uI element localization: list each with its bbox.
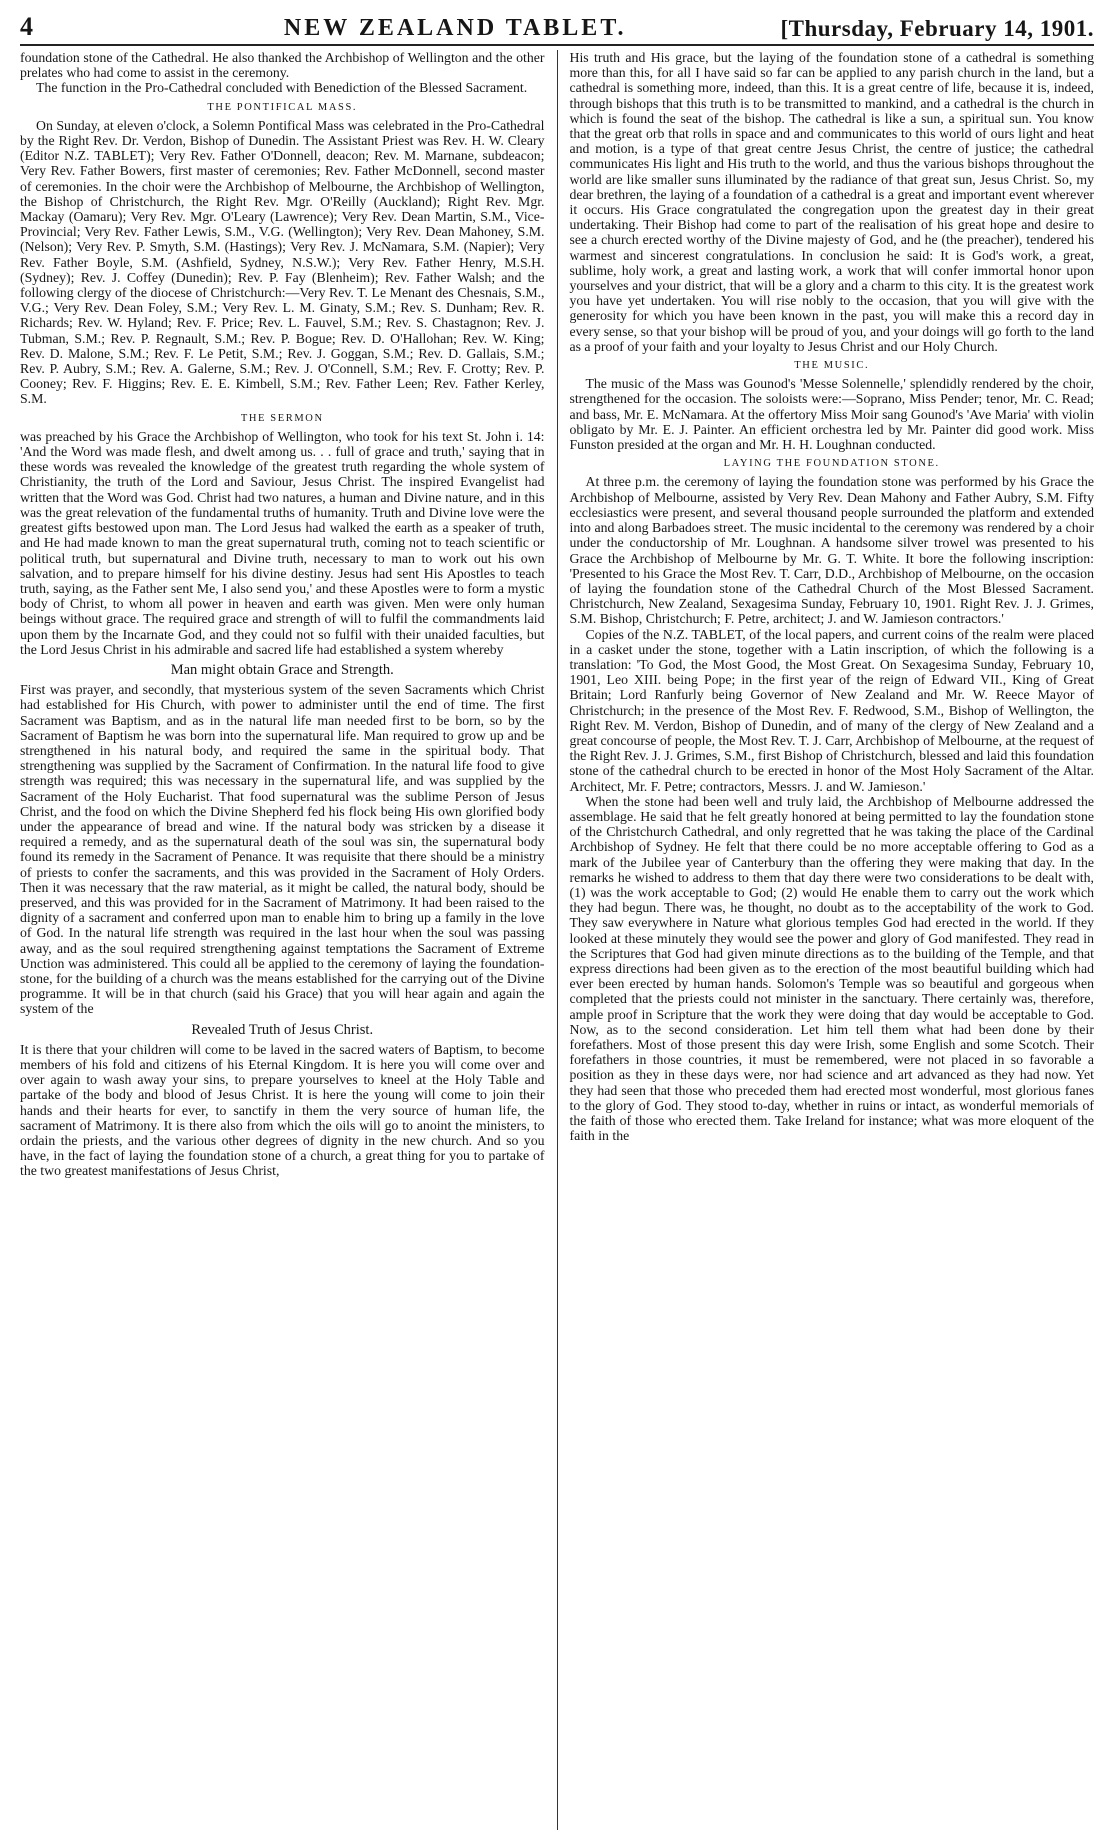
newspaper-title: NEW ZEALAND TABLET. [283, 15, 627, 41]
subheading-revealed-truth: Revealed Truth of Jesus Christ. [191, 1021, 374, 1038]
paragraph: On Sunday, at eleven o'clock, a Solemn Pontifical Mass was celebrated in the Pro-Cathedral by the Right Rev. Dr. Verdon, Bishop of Dunedin. The Assistant Priest was Rev. H. W. Cleary (Editor N.Z. TABLET); Very Rev. Father O'Donnell, deacon; Rev. M. Marnane, subdeacon; Very Rev. Father Bowers, first master of ceremonies; Rev. Father McDonnell, second master of ceremonies. In the choir were the Archbishop of Melbourne, the Archbishop of Wellington, the Bishop of Christchurch, the Right Rev. Mgr. O'Reilly (Auckland); Right Rev. Mgr. Mackay (Oamaru); Very Rev. Mgr. O'Leary (Lawrence); Very Rev. Dean Martin, S.M., Vice-Provincial; Very Rev. Father Lewis, S.M., V.G. (Wellington); Very Rev. Dean Mahoney, S.M. (Nelson); Very Rev. P. Smyth, S.M. (Hastings); Very Rev. J. McNamara, S.M. (Napier); Very Rev. Father Boyle, S.M. (Ashfield, Sydney, N.S.W.); Very Rev. Father Henry, M.S.H. (Sydney); Rev. J. Coffey (Dunedin); Rev. P. Fay (Blenheim); Rev. Father Walsh; and the following clergy of the diocese of Christchurch:—Very Rev. T. Le Menant des Chesnais, S.M., V.G.; Very Rev. Dean Foley, S.M.; Very Rev. L. M. Ginaty, S.M.; Rev. S. Dunham; Rev. R. Richards; Rev. W. Hyland; Rev. F. Price; Rev. L. Fauvel, S.M.; Rev. S. Chastagnon; Rev. J. Tubman, S.M.; Rev. P. Regnault, S.M.; Rev. P. Bogue; Rev. D. O'Hallohan; Rev. W. King; Rev. D. Malone, S.M.; Rev. F. Le Petit, S.M.; Rev. J. Goggan, S.M.; Rev. D. Gallais, S.M.; Rev. P. Aubry, S.M.; Rev. A. Galerne, S.M.; Rev. J. O'Connell, S.M.; Rev. F. Crotty; Rev. P. Cooney; Rev. F. Higgins; Rev. E. E. Kimbell, S.M.; Rev. Father Leen; Rev. Father Kerley, S.M. [20, 117, 545, 407]
subheading-grace-strength: Man might obtain Grace and Strength. [170, 661, 394, 678]
paragraph: His truth and His grace, but the laying of the foundation stone of a cathedral is something more than this, for all I have said so far can be applied to any parish church in the land, but a cathedral is something more, indeed, than this. It is a great centre of life, because it is, indeed, through bishops that this truth is to be transmitted to mankind, and a cathedral is the church in which is found the seat of the bishop. The cathedral is like a sun, a spiritual sun. You know that the great orb that rolls in space and and communicates to this world of ours light and heat and motion, is a type of that great centre Jesus Christ, the centre of justice; the cathedral communicates His light and His truth to the world, and thus the various bishops throughout the world are like smaller suns illuminated by the radiance of that great sun, Jesus Christ. So, my dear brethren, the laying of a foundation of a cathedral is a great and important event wherever it occurs. His Grace congratulated the congregation upon the greatest day in their great undertaking. Their Bishop had come to part of the realisation of his great hope and desire to see a church erected worthy of the Divine majesty of God, and he (the preacher), tendered his warmest and sincerest congratulations. In conclusion he said: It is God's work, a great, sublime, holy work, a great and lasting work, a work that will confer immortal honor upon yourselves and your district, that will be a glory and a charm to this city. It is the greatest work you have yet undertaken. You will rise nobly to the occasion, that you will give with the generosity for which you have been known in the past, you will make this a record day in every sense, so that your bishop will be proud of you, and your doings will go forth to the land as a proof of your faith and your loyalty to Jesus Christ and our Holy Church. [569, 50, 1094, 354]
section-heading-laying-stone: LAYING THE FOUNDATION STONE. [723, 458, 940, 470]
right-column [557, 50, 1094, 1830]
page-number: 4 [20, 12, 33, 41]
paragraph: The music of the Mass was Gounod's 'Messe Solennelle,' splendidly rendered by the choir, strengthened for the occasion. The soloists were:—Soprano, Miss Pender; tenor, Mr. C. Read; and bass, Mr. E. McNamara. At the offertory Miss Moir sang Gounod's 'Ave Maria' with violin obligato by Mr. E. J. Painter. An efficient orchestra led by Mr. Painter did good work. Miss Funston presided at the organ and Mr. H. H. Loughnan conducted. [569, 376, 1094, 453]
article-columns [20, 50, 1094, 1830]
paragraph: Copies of the N.Z. TABLET, of the local papers, and current coins of the realm were placed in a casket under the stone, together with a Latin inscription, of which the following is a translation: 'To God, the Most Good, the Most Great. On Sexagesima Sunday, February 10, 1901, Leo XIII. being Pope; in the first year of the reign of Edward VII., King of Great Britain; Lord Ranfurly being Governor of New Zealand and Mr. W. Reece Mayor of Christchurch; in the presence of the Most Rev. F. Redwood, S.M., Bishop of Wellington, the Right Rev. M. Verdon, Bishop of Dunedin, and of many of the clergy of New Zealand and a great concourse of people, the Most Rev. T. J. Carr, Archbishop of Melbourne, at the request of the Right Rev. J. J. Grimes, S.M., first Bishop of Christchurch, blessed and laid this foundation stone of the cathedral church to be erected in honor of the Most Holy Sacrament of the Altar. Architect, Mr. F. Petre; contractors, Messrs. J. and W. Jamieson.' [569, 626, 1094, 794]
paragraph: At three p.m. the ceremony of laying the foundation stone was performed by his Grace the Archbishop of Melbourne, assisted by Very Rev. Dean Mahony and Father Aubry, S.M. Fifty ecclesiastics were present, and several thousand people surrounded the platform and extended into and along Barbadoes street. The music incidental to the ceremony was rendered by a choir under the conductorship of Mr. Loughnan. A handsome silver trowel was presented to his Grace the Archbishop of Melbourne by Mr. G. T. White. It bore the following inscription: 'Presented to his Grace the Most Rev. T. Carr, D.D., Archbishop of Melbourne, on the occasion of laying the foundation stone of the Cathedral Church of the Most Blessed Sacrament. Christchurch, New Zealand, Sexagesima Sunday, February 10, 1901. Right Rev. J. J. Grimes, S.M. Bishop, Christchurch; F. Petre, architect; J. and W. Jamieson contractors.' [569, 474, 1094, 627]
section-heading-music: THE MUSIC. [794, 360, 870, 372]
masthead [20, 4, 1094, 46]
paragraph: foundation stone of the Cathedral. He also thanked the Archbishop of Wellington and the other prelates who had come to assist in the ceremony. [20, 50, 545, 81]
left-column [20, 50, 557, 1830]
section-heading-pontifical-mass: THE PONTIFICAL MASS. [207, 101, 358, 113]
paragraph: When the stone had been well and truly laid, the Archbishop of Melbourne addressed the assemblage. He said that he felt greatly honored at being permitted to lay the foundation stone of the Christchurch Cathedral, and only regretted that he was taking the place of the Cardinal Archbishop of Sydney. He felt that there could be no more acceptable offering to God as a mark of the Jubilee year of Canterbury than the offering they were making that day. In the remarks he wished to address to them that day there were two considerations to be dealt with, (1) was the work acceptable to God; (2) would He enable them to carry out the work which they had begun. There was, he thought, no doubt as to the acceptability of the work to God. They saw everywhere in Nature what glorious temples God had erected in the world. If they looked at these minutely they would see the power and glory of God manifested. They read in the Scriptures that God had given minute directions as to the building of the Temple, and that express directions had been given as to the erection of the most beautiful building which had ever been erected by human hands. Solomon's Temple was so beautiful and gorgeous when completed that the priests could not minister in the sanctuary. There certainly was, therefore, ample proof in Scripture that the work they were doing that day would be acceptable to God. Now, as to the second consideration. Let him tell them what had been done by their forefathers. Most of those present this day were Irish, some English and some Scotch. Their forefathers in those countries, it must be remembered, were not placed in so favorable a position as they in these days were, nor had science and art advanced as they had now. Yet they had seen that those who preceded them had erected most wonderful, most glorious fanes to the glory of God. They stood to-day, whether in ruins or intact, as wonderful memorials of the faith of those who erected them. Take Ireland for instance; what was more eloquent of the faith in the [569, 793, 1094, 1144]
paragraph: It is there that your children will come to be laved in the sacred waters of Baptism, to become members of his fold and citizens of his Eternal Kingdom. It is here you will come over and over again to wash away your sins, to prepare yourselves to kneel at the Holy Table and partake of the body and blood of Jesus Christ. It is here the young will come to join their hands and their hearts for ever, to sanctify in them the very source of human life, the sacrament of Matrimony. It is there also from which the oils will go to anoint the ministers, to ordain the priests, and the various other degrees of dignity in the new church. And so you have, in the fact of laying the foundation stone of a church, a great thing for you to partake of the two greatest manifestations of Jesus Christ, [20, 1041, 545, 1179]
section-heading-sermon: THE SERMON [240, 412, 324, 424]
issue-date: [Thursday, February 14, 1901. [780, 16, 1094, 41]
paragraph: was preached by his Grace the Archbishop of Wellington, who took for his text St. John i. 14: 'And the Word was made flesh, and dwelt among us. . . full of grace and truth,' saying that in these words was revealed the knowledge of the greatest truth regarding the whole system of Christianity, the truth of the Lord and Saviour, Jesus Christ. The inspired Evangelist had written that the Word was God. Christ had two natures, a human and Divine nature, and in this was the great relevation of the fundamental truths of humanity. Truth and Divine love were the greatest gifts bestowed upon man. The Lord Jesus had walked the earth as a speaker of truth, and He had made known to man the great supernatural truth, coming not to teach scientific or political truth, but supernatural and Divine truth, necessary to man to work out his own salvation, and to prepare himself for his divine destiny. Jesus had sent His Apostles to teach truth, saying, as the Father sent Me, I also send you,' and these Apostles were to form a mystic body of Christ, to whom all power in heaven and earth was given. Men were only human beings without grace. The required grace and strength of will to fulfil the commandments laid upon them by the Incarnate God, and they could not so fulfil with their unaided faculties, but the Lord Jesus Christ in his admirable and sacred life had established a system whereby [20, 428, 545, 657]
paragraph: First was prayer, and secondly, that mysterious system of the seven Sacraments which Christ had established for His Church, with power to administer until the end of time. The first Sacrament was Baptism, and as in the natural life man needed first to be born, so by the Sacrament of Baptism he was born into the supernatural life. Man required to grow up and be strengthened in his natural body, and required the same in the spiritual body. That strengthening was supplied by the Sacrament of Confirmation. In the natural life food to give strength was required; this was necessary in the supernatural life, and was supplied by the Sacrament of the Holy Eucharist. That food supernatural was the sublime Person of Jesus Christ, and the food on which the Divine Shepherd fed his flock being His own glorified body under the appearance of bread and wine. If the natural body was stricken by a disease it required a remedy, and as the supernatural death of the soul was sin, the supernatural body found its remedy in the Sacrament of Penance. It was requisite that there should be a ministry of priests to confer the sacraments, and this was provided in the Sacrament of Holy Orders. Then it was necessary that the raw material, as it might be called, the natural body, should be preserved, and this was provided for in the Sacrament of Matrimony. It had been raised to the dignity of a sacrament and conferred upon man to enable him to bring up a family in the love of God. In the natural life strength was required in the last hour when the soul was passing away, and as the soul required strengthening against temptations the Sacrament of Extreme Unction was administered. This could all be applied to the ceremony of laying the foundation-stone, for the building of a church was the means established for the carrying out of the Divine programme. It will be in that church (said his Grace) that you will hear again and again the system of the [20, 682, 545, 1017]
paragraph: The function in the Pro-Cathedral concluded with Benediction of the Blessed Sacrament. [36, 80, 528, 96]
